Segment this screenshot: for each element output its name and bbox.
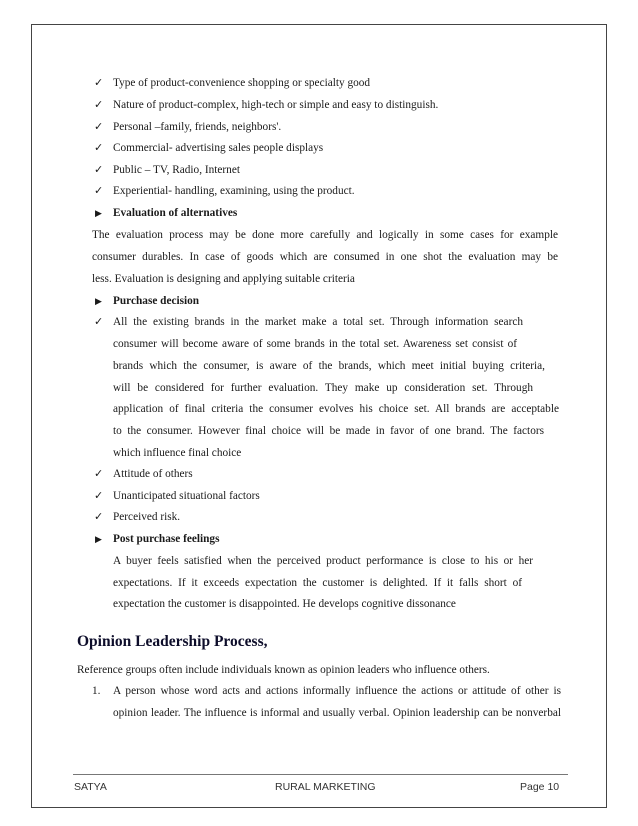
checkmark-icon: ✓	[94, 98, 104, 111]
arrow-bullet-icon: ▶	[95, 297, 102, 307]
list-item: Nature of product-complex, high-tech or simple and easy to distinguish.	[113, 99, 439, 111]
paragraph-line: brands which the consumer, is aware of the brands, which meet initial buying criteria,	[113, 360, 545, 372]
paragraph-line: expectation the customer is disappointed. He develops cognitive dissonance	[113, 598, 456, 610]
list-item: Unanticipated situational factors	[113, 490, 260, 502]
checkmark-icon: ✓	[94, 184, 104, 197]
section-heading: Post purchase feelings	[113, 533, 220, 545]
paragraph-line: to the consumer. However final choice will be made in favor of one brand. The factors	[113, 425, 544, 437]
paragraph-line: expectations. If it exceeds expectation the customer is delighted. If it falls short of	[113, 577, 522, 589]
list-item: Attitude of others	[113, 468, 193, 480]
list-item: Public – TV, Radio, Internet	[113, 164, 240, 176]
list-item: Personal –family, friends, neighbors'.	[113, 121, 282, 133]
paragraph-line: consumer durables. In case of goods which are consumed in one shot the evaluation may be	[92, 251, 558, 263]
checkmark-icon: ✓	[94, 510, 104, 523]
section-heading: Evaluation of alternatives	[113, 207, 238, 219]
paragraph-line: All the existing brands in the market make a total set. Through information search	[113, 316, 523, 328]
paragraph-line: Reference groups often include individuals known as opinion leaders who influence others.	[77, 664, 490, 676]
checkmark-icon: ✓	[94, 76, 104, 89]
list-item: Experiential- handling, examining, using the product.	[113, 185, 355, 197]
arrow-bullet-icon: ▶	[95, 535, 102, 545]
paragraph-line: consumer will become aware of some brands in the total set. Awareness set consist of	[113, 338, 517, 350]
list-number: 1.	[92, 685, 101, 697]
checkmark-icon: ✓	[94, 141, 104, 154]
section-heading: Purchase decision	[113, 295, 200, 307]
checkmark-icon: ✓	[94, 315, 104, 328]
arrow-bullet-icon: ▶	[95, 209, 102, 219]
paragraph-line: A person whose word acts and actions informally influence the actions or attitude of other is	[113, 685, 561, 697]
paragraph-line: less. Evaluation is designing and applying suitable criteria	[92, 273, 355, 285]
checkmark-icon: ✓	[94, 489, 104, 502]
list-item: Type of product-convenience shopping or specialty good	[113, 77, 371, 89]
paragraph-line: application of final criteria the consumer evolves his choice set. All brands are acceptable	[113, 403, 559, 415]
footer-page-number: Page 10	[520, 781, 560, 793]
checkmark-icon: ✓	[94, 467, 104, 480]
footer-author: SATYA	[74, 781, 107, 793]
paragraph-line: opinion leader. The influence is informal and usually verbal. Opinion leadership can be nonverbal	[113, 707, 561, 719]
paragraph-line: The evaluation process may be done more carefully and logically in some cases for example	[92, 229, 558, 241]
paragraph-line: which influence final choice	[113, 447, 242, 459]
list-item: Perceived risk.	[113, 511, 181, 523]
footer-title: RURAL MARKETING	[275, 781, 376, 793]
paragraph-line: A buyer feels satisfied when the perceived product performance is close to his or her	[113, 555, 533, 567]
paragraph-line: will be considered for further evaluation. They make up consideration set. Through	[113, 382, 533, 394]
page-heading: Opinion Leadership Process,	[77, 633, 268, 650]
checkmark-icon: ✓	[94, 120, 104, 133]
footer-rule	[73, 774, 568, 775]
checkmark-icon: ✓	[94, 163, 104, 176]
list-item: Commercial- advertising sales people displays	[113, 142, 324, 154]
